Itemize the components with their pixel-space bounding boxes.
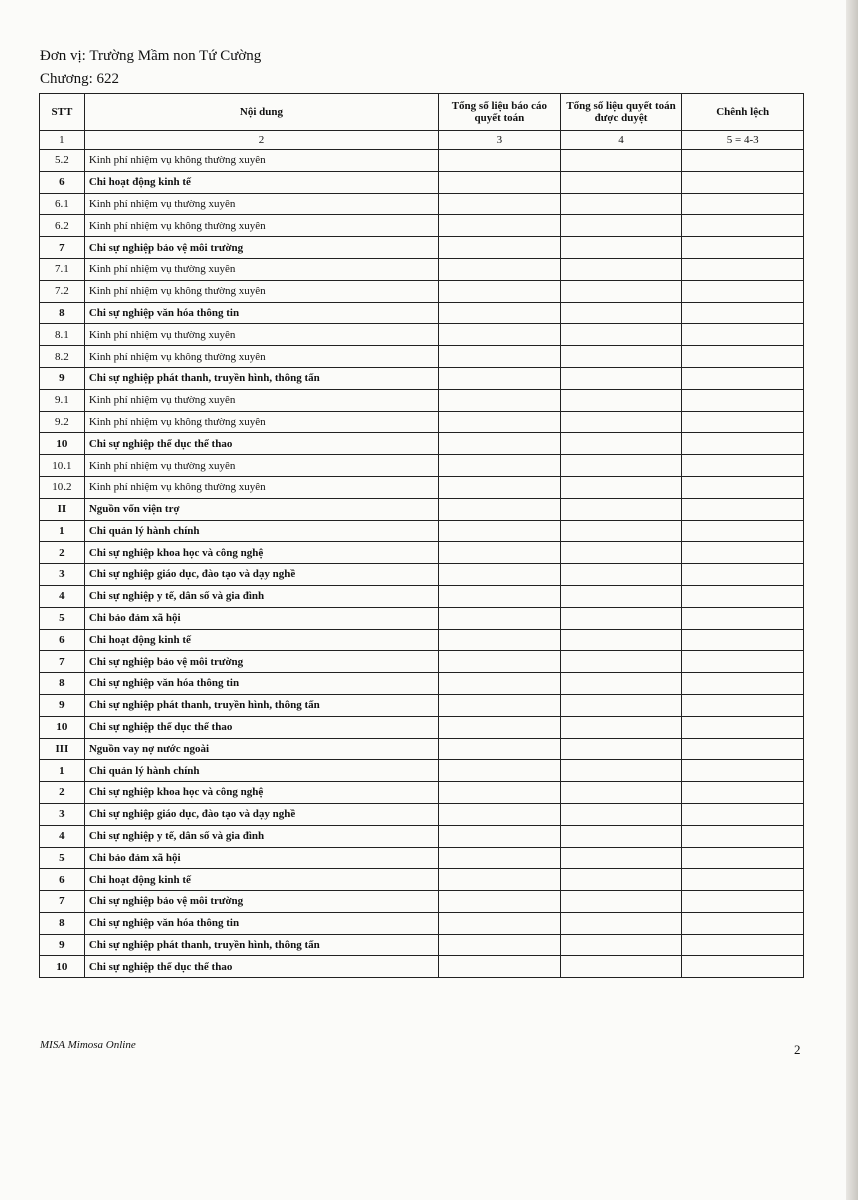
row-approved-value [560, 934, 682, 956]
row-stt: 2 [40, 782, 85, 804]
row-stt: 7.2 [40, 280, 85, 302]
row-difference-value [682, 847, 804, 869]
row-reported-value [439, 302, 561, 324]
row-difference-value [682, 520, 804, 542]
row-stt: 3 [40, 803, 85, 825]
row-reported-value [439, 171, 561, 193]
row-difference-value [682, 673, 804, 695]
row-approved-value [560, 694, 682, 716]
table-row [40, 651, 804, 673]
row-approved-value [560, 673, 682, 695]
table-row [40, 193, 804, 215]
row-approved-value [560, 193, 682, 215]
row-difference-value [682, 803, 804, 825]
table-row [40, 803, 804, 825]
table-row [40, 912, 804, 934]
row-difference-value [682, 629, 804, 651]
row-approved-value [560, 520, 682, 542]
row-difference-value [682, 302, 804, 324]
row-difference-value [682, 171, 804, 193]
row-content: Chi bảo đảm xã hội [84, 847, 438, 869]
row-content: Kinh phí nhiệm vụ không thường xuyên [84, 476, 438, 498]
row-approved-value [560, 738, 682, 760]
row-approved-value [560, 629, 682, 651]
row-difference-value [682, 498, 804, 520]
row-reported-value [439, 803, 561, 825]
row-reported-value [439, 215, 561, 237]
page-number: 2 [794, 1042, 801, 1057]
row-difference-value [682, 150, 804, 172]
table-row [40, 476, 804, 498]
row-reported-value [439, 258, 561, 280]
header-content: Nội dung [84, 94, 438, 131]
row-stt: 8 [40, 302, 85, 324]
table-row [40, 825, 804, 847]
row-stt: 2 [40, 542, 85, 564]
column-number: 4 [560, 131, 682, 150]
row-content: Kinh phí nhiệm vụ thường xuyên [84, 455, 438, 477]
row-approved-value [560, 346, 682, 368]
table-row [40, 891, 804, 913]
row-stt: 6.2 [40, 215, 85, 237]
header-approved-total: Tổng số liệu quyết toán được duyệt [560, 94, 682, 131]
row-stt: 1 [40, 760, 85, 782]
row-content: Kinh phí nhiệm vụ thường xuyên [84, 193, 438, 215]
row-stt: 3 [40, 564, 85, 586]
row-difference-value [682, 782, 804, 804]
table-row [40, 673, 804, 695]
row-stt: 9.1 [40, 389, 85, 411]
table-row [40, 389, 804, 411]
table-row [40, 760, 804, 782]
row-stt: 7 [40, 891, 85, 913]
table-row [40, 520, 804, 542]
row-difference-value [682, 542, 804, 564]
row-approved-value [560, 869, 682, 891]
row-difference-value [682, 607, 804, 629]
row-difference-value [682, 716, 804, 738]
row-reported-value [439, 956, 561, 978]
row-approved-value [560, 324, 682, 346]
row-reported-value [439, 738, 561, 760]
row-reported-value [439, 912, 561, 934]
row-reported-value [439, 520, 561, 542]
row-difference-value [682, 869, 804, 891]
row-content: Chi bảo đảm xã hội [84, 607, 438, 629]
column-number-row [40, 131, 804, 150]
table-row [40, 847, 804, 869]
row-approved-value [560, 171, 682, 193]
row-approved-value [560, 912, 682, 934]
table-row [40, 782, 804, 804]
row-reported-value [439, 498, 561, 520]
table-row [40, 629, 804, 651]
table-row [40, 171, 804, 193]
row-approved-value [560, 803, 682, 825]
row-approved-value [560, 564, 682, 586]
table-row [40, 258, 804, 280]
row-difference-value [682, 825, 804, 847]
row-approved-value [560, 455, 682, 477]
row-content: Chi sự nghiệp thể dục thể thao [84, 433, 438, 455]
row-content: Kinh phí nhiệm vụ không thường xuyên [84, 150, 438, 172]
row-stt: 6 [40, 629, 85, 651]
row-stt: 9.2 [40, 411, 85, 433]
row-content: Nguồn vốn viện trợ [84, 498, 438, 520]
column-number: 5 = 4-3 [682, 131, 804, 150]
chapter-code: Chương: 622 [40, 71, 119, 87]
row-content: Chi quản lý hành chính [84, 520, 438, 542]
table-row [40, 564, 804, 586]
row-reported-value [439, 673, 561, 695]
header-reported-total: Tổng số liệu báo cáo quyết toán [439, 94, 561, 131]
row-reported-value [439, 237, 561, 259]
row-stt: 8 [40, 912, 85, 934]
row-difference-value [682, 956, 804, 978]
row-content: Chi sự nghiệp giáo dục, đào tạo và dạy nghề [84, 803, 438, 825]
column-number: 3 [439, 131, 561, 150]
header-difference: Chênh lệch [682, 94, 804, 131]
row-stt: II [40, 498, 85, 520]
row-content: Chi quản lý hành chính [84, 760, 438, 782]
row-stt: 6.1 [40, 193, 85, 215]
row-approved-value [560, 433, 682, 455]
row-stt: 9 [40, 934, 85, 956]
table-row [40, 280, 804, 302]
row-stt: 5 [40, 847, 85, 869]
row-approved-value [560, 956, 682, 978]
row-stt: 7.1 [40, 258, 85, 280]
table-row [40, 542, 804, 564]
row-stt: 10 [40, 433, 85, 455]
row-approved-value [560, 760, 682, 782]
row-content: Nguồn vay nợ nước ngoài [84, 738, 438, 760]
table-row [40, 237, 804, 259]
row-approved-value [560, 651, 682, 673]
table-row [40, 324, 804, 346]
row-difference-value [682, 237, 804, 259]
row-stt: 5 [40, 607, 85, 629]
row-difference-value [682, 411, 804, 433]
row-content: Chi hoạt động kinh tế [84, 869, 438, 891]
table-row [40, 934, 804, 956]
table-row [40, 607, 804, 629]
row-stt: III [40, 738, 85, 760]
row-reported-value [439, 694, 561, 716]
row-stt: 8.2 [40, 346, 85, 368]
row-difference-value [682, 738, 804, 760]
table-row [40, 694, 804, 716]
row-difference-value [682, 934, 804, 956]
row-difference-value [682, 215, 804, 237]
row-content: Chi sự nghiệp khoa học và công nghệ [84, 542, 438, 564]
row-reported-value [439, 476, 561, 498]
row-stt: 10.1 [40, 455, 85, 477]
table-row [40, 302, 804, 324]
row-reported-value [439, 607, 561, 629]
row-reported-value [439, 934, 561, 956]
row-reported-value [439, 433, 561, 455]
row-stt: 4 [40, 585, 85, 607]
table-body [40, 150, 804, 978]
row-reported-value [439, 869, 561, 891]
page-edge-shadow [846, 0, 858, 1200]
table-row [40, 956, 804, 978]
row-difference-value [682, 760, 804, 782]
row-difference-value [682, 280, 804, 302]
row-stt: 10.2 [40, 476, 85, 498]
row-approved-value [560, 215, 682, 237]
row-difference-value [682, 651, 804, 673]
row-content: Chi sự nghiệp y tế, dân số và gia đình [84, 585, 438, 607]
header-stt: STT [40, 94, 85, 131]
table-row [40, 346, 804, 368]
row-difference-value [682, 564, 804, 586]
table-row [40, 215, 804, 237]
row-difference-value [682, 433, 804, 455]
row-content: Chi sự nghiệp phát thanh, truyền hình, thông tấn [84, 367, 438, 389]
row-content: Kinh phí nhiệm vụ không thường xuyên [84, 280, 438, 302]
row-content: Chi sự nghiệp khoa học và công nghệ [84, 782, 438, 804]
row-stt: 4 [40, 825, 85, 847]
row-reported-value [439, 651, 561, 673]
row-difference-value [682, 585, 804, 607]
row-reported-value [439, 716, 561, 738]
row-approved-value [560, 585, 682, 607]
row-approved-value [560, 258, 682, 280]
row-reported-value [439, 825, 561, 847]
row-difference-value [682, 912, 804, 934]
row-stt: 7 [40, 237, 85, 259]
row-stt: 9 [40, 694, 85, 716]
table-row [40, 455, 804, 477]
settlement-table [39, 93, 804, 978]
row-stt: 6 [40, 869, 85, 891]
row-approved-value [560, 476, 682, 498]
row-difference-value [682, 694, 804, 716]
row-difference-value [682, 193, 804, 215]
row-approved-value [560, 367, 682, 389]
table-row [40, 433, 804, 455]
row-approved-value [560, 237, 682, 259]
row-difference-value [682, 324, 804, 346]
row-approved-value [560, 825, 682, 847]
row-difference-value [682, 476, 804, 498]
row-approved-value [560, 498, 682, 520]
row-reported-value [439, 629, 561, 651]
row-approved-value [560, 302, 682, 324]
table-row [40, 150, 804, 172]
row-stt: 1 [40, 520, 85, 542]
row-difference-value [682, 891, 804, 913]
row-stt: 10 [40, 716, 85, 738]
table-row [40, 367, 804, 389]
row-content: Chi sự nghiệp văn hóa thông tin [84, 912, 438, 934]
row-content: Kinh phí nhiệm vụ thường xuyên [84, 258, 438, 280]
row-content: Chi hoạt động kinh tế [84, 171, 438, 193]
row-approved-value [560, 607, 682, 629]
row-content: Chi sự nghiệp y tế, dân số và gia đình [84, 825, 438, 847]
table-row [40, 738, 804, 760]
row-reported-value [439, 847, 561, 869]
row-reported-value [439, 280, 561, 302]
column-number: 2 [84, 131, 438, 150]
row-content: Chi sự nghiệp bảo vệ môi trường [84, 237, 438, 259]
row-reported-value [439, 367, 561, 389]
row-reported-value [439, 542, 561, 564]
row-difference-value [682, 455, 804, 477]
software-footer: MISA Mimosa Online [40, 1039, 136, 1051]
row-stt: 7 [40, 651, 85, 673]
row-approved-value [560, 150, 682, 172]
row-stt: 8.1 [40, 324, 85, 346]
row-reported-value [439, 455, 561, 477]
row-approved-value [560, 542, 682, 564]
table-header-row [40, 94, 804, 131]
row-approved-value [560, 411, 682, 433]
row-content: Chi sự nghiệp thể dục thể thao [84, 956, 438, 978]
row-content: Chi sự nghiệp bảo vệ môi trường [84, 651, 438, 673]
row-stt: 9 [40, 367, 85, 389]
row-difference-value [682, 367, 804, 389]
row-reported-value [439, 324, 561, 346]
row-content: Kinh phí nhiệm vụ thường xuyên [84, 389, 438, 411]
row-content: Kinh phí nhiệm vụ không thường xuyên [84, 346, 438, 368]
row-content: Kinh phí nhiệm vụ thường xuyên [84, 324, 438, 346]
row-content: Chi sự nghiệp phát thanh, truyền hình, thông tấn [84, 694, 438, 716]
row-stt: 10 [40, 956, 85, 978]
row-reported-value [439, 760, 561, 782]
column-number: 1 [40, 131, 85, 150]
table-row [40, 411, 804, 433]
row-approved-value [560, 389, 682, 411]
row-content: Chi sự nghiệp thể dục thể thao [84, 716, 438, 738]
row-reported-value [439, 193, 561, 215]
row-content: Chi hoạt động kinh tế [84, 629, 438, 651]
row-reported-value [439, 411, 561, 433]
row-reported-value [439, 346, 561, 368]
row-approved-value [560, 847, 682, 869]
table-row [40, 585, 804, 607]
row-reported-value [439, 585, 561, 607]
row-difference-value [682, 346, 804, 368]
table-row [40, 869, 804, 891]
row-approved-value [560, 716, 682, 738]
row-content: Chi sự nghiệp văn hóa thông tin [84, 302, 438, 324]
row-difference-value [682, 389, 804, 411]
row-content: Kinh phí nhiệm vụ không thường xuyên [84, 215, 438, 237]
row-stt: 8 [40, 673, 85, 695]
table-row [40, 716, 804, 738]
row-reported-value [439, 782, 561, 804]
row-reported-value [439, 150, 561, 172]
row-approved-value [560, 891, 682, 913]
row-reported-value [439, 891, 561, 913]
row-reported-value [439, 564, 561, 586]
unit-name: Đơn vị: Trường Mầm non Tứ Cường [40, 48, 262, 64]
row-difference-value [682, 258, 804, 280]
table-row [40, 498, 804, 520]
row-content: Kinh phí nhiệm vụ không thường xuyên [84, 411, 438, 433]
row-approved-value [560, 280, 682, 302]
row-content: Chi sự nghiệp bảo vệ môi trường [84, 891, 438, 913]
row-content: Chi sự nghiệp văn hóa thông tin [84, 673, 438, 695]
row-content: Chi sự nghiệp phát thanh, truyền hình, thông tấn [84, 934, 438, 956]
row-content: Chi sự nghiệp giáo dục, đào tạo và dạy nghề [84, 564, 438, 586]
row-approved-value [560, 782, 682, 804]
row-stt: 6 [40, 171, 85, 193]
row-stt: 5.2 [40, 150, 85, 172]
row-reported-value [439, 389, 561, 411]
